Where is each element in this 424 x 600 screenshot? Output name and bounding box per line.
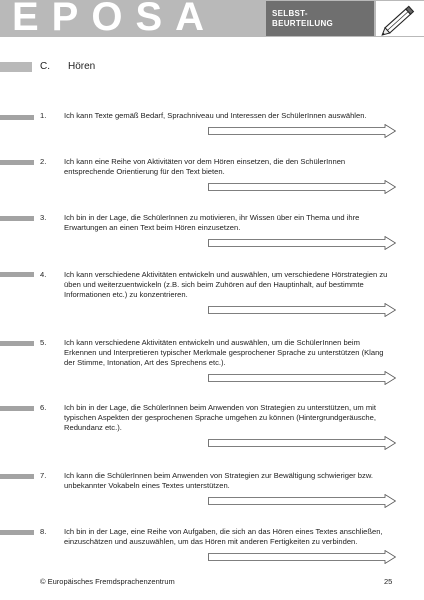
arrow-scale-icon[interactable] bbox=[208, 550, 396, 564]
item-number: 2. bbox=[40, 157, 47, 166]
item-bar bbox=[0, 272, 34, 277]
item-text: Ich kann verschiedene Aktivitäten entwickeln und auswählen, um die SchülerInnen beim Erkennen und Interpretieren typischer Merkmale gesprochener Sprache zu unterstützen (Klang der Stimme, Intonation, Art des Sprechens etc.). bbox=[64, 338, 384, 368]
item-text: Ich bin in der Lage, eine Reihe von Aufgaben, die sich an das Hören eines Textes anschließen, einzuschätzen und auszuwählen, um das Hören mit anderen Fertigkeiten zu verbinden. bbox=[64, 527, 383, 547]
item-text: Ich kann die SchülerInnen beim Anwenden von Strategien zur Bewältigung schwieriger bzw. unbekannter Vokabeln eines Textes unterstützen. bbox=[64, 471, 373, 491]
item-number: 6. bbox=[40, 403, 47, 412]
self-assessment-label bbox=[272, 9, 333, 29]
item-number: 4. bbox=[40, 270, 47, 279]
section-letter: C. bbox=[40, 61, 50, 72]
arrow-scale-icon[interactable] bbox=[208, 236, 396, 250]
section-bar bbox=[0, 62, 32, 72]
item-number: 7. bbox=[40, 471, 47, 480]
item-text: Ich bin in der Lage, die SchülerInnen zu motivieren, ihr Wissen über ein Thema und ihre Erwartungen an einen Text beim Hören einzusetzen. bbox=[64, 213, 360, 233]
item-bar bbox=[0, 406, 34, 411]
pencil-icon bbox=[376, 1, 424, 37]
item-number: 3. bbox=[40, 213, 47, 222]
item-bar bbox=[0, 216, 34, 221]
arrow-scale-icon[interactable] bbox=[208, 371, 396, 385]
item-bar bbox=[0, 160, 34, 165]
item-bar bbox=[0, 474, 34, 479]
item-bar bbox=[0, 115, 34, 120]
item-text: Ich kann verschiedene Aktivitäten entwickeln und auswählen, um verschiedene Hörstrategien zu üben und weiterzuentwickeln (z.B. sich beim Zuhören auf den Hauptinhalt, auf bestimmte Informationen etc.) zu konzentrieren. bbox=[64, 270, 388, 300]
pencil-icon-box bbox=[376, 1, 424, 36]
item-number: 5. bbox=[40, 338, 47, 347]
item-text: Ich bin in der Lage, die SchülerInnen beim Anwenden von Strategien zu unterstützen, um mit typischen Aspekten der gesprochenen Sprache umgehen zu können (Hintergrundgeräusche, Redundanz etc.). bbox=[64, 403, 376, 433]
item-text: Ich kann eine Reihe von Aktivitäten vor dem Hören einsetzen, die den SchülerInnen entsprechende Orientierung für den Text bieten. bbox=[64, 157, 346, 177]
badge-line-1: SELBST- bbox=[272, 9, 308, 18]
item-number: 8. bbox=[40, 527, 47, 536]
footer-copyright: © Europäisches Fremdsprachenzentrum bbox=[40, 577, 175, 586]
brand-title: EPOSA bbox=[12, 0, 218, 39]
item-text: Ich kann Texte gemäß Bedarf, Sprachniveau und Interessen der SchülerInnen auswählen. bbox=[64, 111, 367, 120]
arrow-scale-icon[interactable] bbox=[208, 494, 396, 508]
item-number: 1. bbox=[40, 111, 47, 120]
arrow-scale-icon[interactable] bbox=[208, 436, 396, 450]
arrow-scale-icon[interactable] bbox=[208, 124, 396, 138]
arrow-scale-icon[interactable] bbox=[208, 180, 396, 194]
page-number: 25 bbox=[384, 577, 393, 586]
item-bar bbox=[0, 530, 34, 535]
badge-line-2: BEURTEILUNG bbox=[272, 19, 334, 28]
item-bar bbox=[0, 341, 34, 346]
section-title: Hören bbox=[68, 61, 96, 72]
arrow-scale-icon[interactable] bbox=[208, 303, 396, 317]
